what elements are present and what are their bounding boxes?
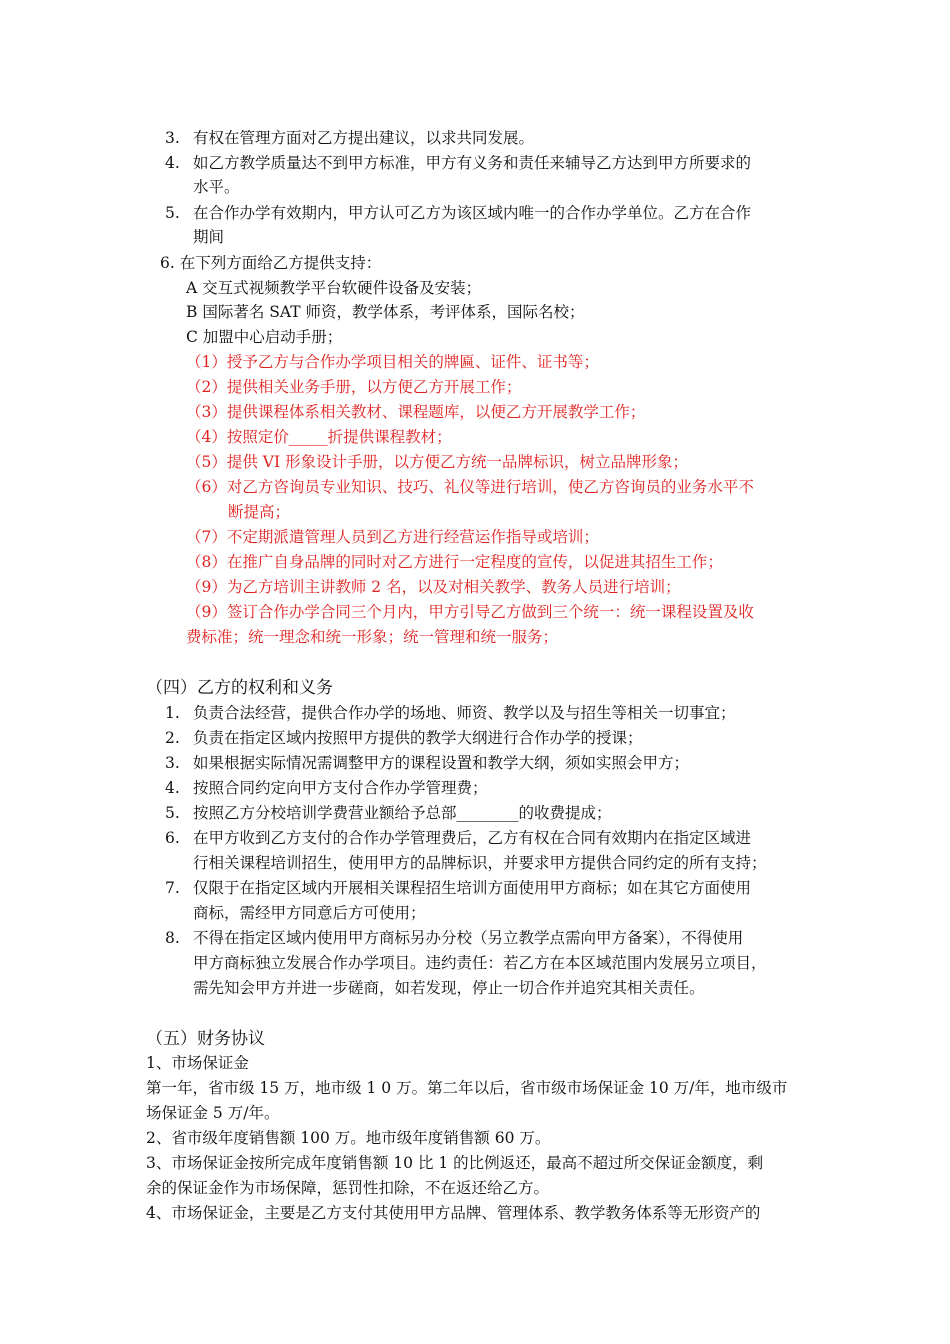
support-item: （9）签订合作办学合同三个月内，甲方引导乙方做到三个统一：统一课程设置及收 bbox=[186, 603, 754, 621]
support-item: （4）按照定价_____折提供课程教材； bbox=[186, 428, 452, 446]
item-text: 负责合法经营，提供合作办学的场地、师资、教学以及与招生等相关一切事宜； bbox=[193, 704, 736, 722]
paragraph-line: 余的保证金作为市场保障，惩罚性扣除，不在返还给乙方。 bbox=[146, 1179, 550, 1197]
support-item: 断提高； bbox=[228, 503, 291, 521]
item-number: 8. bbox=[165, 929, 180, 947]
item-text: 按照乙方分校培训学费营业额给予总部________的收费提成； bbox=[193, 804, 612, 822]
support-item: （8）在推广自身品牌的同时对乙方进行一定程度的宣传，以促进其招生工作； bbox=[186, 553, 723, 571]
support-item: （1）授予乙方与合作办学项目相关的牌匾、证件、证书等； bbox=[186, 353, 599, 371]
item-number: 4. bbox=[165, 154, 180, 172]
paragraph-line: 2、省市级年度销售额 100 万。地市级年度销售额 60 万。 bbox=[146, 1129, 551, 1147]
item-number: 1. bbox=[165, 704, 180, 722]
item-number: 5. bbox=[165, 804, 180, 822]
item-text: 需先知会甲方并进一步磋商，如若发现，停止一切合作并追究其相关责任。 bbox=[193, 979, 705, 997]
item-text: 不得在指定区域内使用甲方商标另办分校（另立教学点需向甲方备案），不得使用 bbox=[193, 929, 744, 947]
item-text: 行相关课程培训招生，使用甲方的品牌标识，并要求甲方提供合同约定的所有支持； bbox=[193, 854, 767, 872]
item-number: 5. bbox=[165, 204, 180, 222]
item-number: 3. bbox=[165, 754, 180, 772]
sub-item: A 交互式视频教学平台软硬件设备及安装； bbox=[186, 279, 482, 297]
item-6-label: 6. 在下列方面给乙方提供支持： bbox=[160, 254, 382, 272]
item-text: 负责在指定区域内按照甲方提供的教学大纲进行合作办学的授课； bbox=[193, 729, 643, 747]
section-title: （四）乙方的权利和义务 bbox=[146, 678, 333, 698]
item-text: 按照合同约定向甲方支付合作办学管理费； bbox=[193, 779, 488, 797]
item-number: 7. bbox=[165, 879, 180, 897]
support-item: （9）为乙方培训主讲教师 2 名，以及对相关教学、教务人员进行培训； bbox=[186, 578, 681, 596]
item-text: 期间 bbox=[193, 228, 225, 246]
item-text: 有权在管理方面对乙方提出建议，以求共同发展。 bbox=[193, 129, 535, 147]
item-text: 仅限于在指定区域内开展相关课程招生培训方面使用甲方商标；如在其它方面使用 bbox=[193, 879, 752, 897]
support-item: （2）提供相关业务手册，以方便乙方开展工作； bbox=[186, 378, 522, 396]
sub-item: B 国际著名 SAT 师资，教学体系，考评体系，国际名校； bbox=[186, 303, 585, 321]
support-item: （5）提供 VI 形象设计手册，以方便乙方统一品牌标识，树立品牌形象； bbox=[186, 453, 689, 471]
item-number: 4. bbox=[165, 779, 180, 797]
item-text: 如乙方教学质量达不到甲方标准，甲方有义务和责任来辅导乙方达到甲方所要求的 bbox=[193, 154, 752, 172]
support-item: （7）不定期派遣管理人员到乙方进行经营运作指导或培训； bbox=[186, 528, 599, 546]
item-text: 甲方商标独立发展合作办学项目。违约责任：若乙方在本区域范围内发展另立项目， bbox=[193, 954, 767, 972]
paragraph-line: 场保证金 5 万/年。 bbox=[146, 1104, 280, 1122]
item-text: 水平。 bbox=[193, 178, 240, 196]
item-text: 在甲方收到乙方支付的合作办学管理费后，乙方有权在合同有效期内在指定区域进 bbox=[193, 829, 752, 847]
support-item: （3）提供课程体系相关教材、课程题库，以便乙方开展教学工作； bbox=[186, 403, 646, 421]
support-item: 费标准；统一理念和统一形象；统一管理和统一服务； bbox=[186, 628, 559, 646]
item-text: 如果根据实际情况需调整甲方的课程设置和教学大纲，须如实照会甲方； bbox=[193, 754, 690, 772]
item-number: 3. bbox=[165, 129, 180, 147]
sub-item: C 加盟中心启动手册； bbox=[186, 328, 343, 346]
paragraph-line: 1、市场保证金 bbox=[146, 1054, 249, 1072]
support-item: （6）对乙方咨询员专业知识、技巧、礼仪等进行培训，使乙方咨询员的业务水平不 bbox=[186, 478, 754, 496]
item-number: 2. bbox=[165, 729, 180, 747]
section-title: （五）财务协议 bbox=[146, 1029, 265, 1049]
paragraph-line: 3、市场保证金按所完成年度销售额 10 比 1 的比例返还，最高不超过所交保证金额度，剩 bbox=[146, 1154, 764, 1172]
item-number: 6. bbox=[165, 829, 180, 847]
paragraph-line: 第一年，省市级 15 万，地市级 1 0 万。第二年以后，省市级市场保证金 10 万/年，地市级市 bbox=[146, 1079, 788, 1097]
paragraph-line: 4、市场保证金，主要是乙方支付其使用甲方品牌、管理体系、教学教务体系等无形资产的 bbox=[146, 1204, 761, 1222]
item-text: 商标，需经甲方同意后方可使用； bbox=[193, 904, 426, 922]
item-text: 在合作办学有效期内，甲方认可乙方为该区域内唯一的合作办学单位。乙方在合作 bbox=[193, 204, 752, 222]
